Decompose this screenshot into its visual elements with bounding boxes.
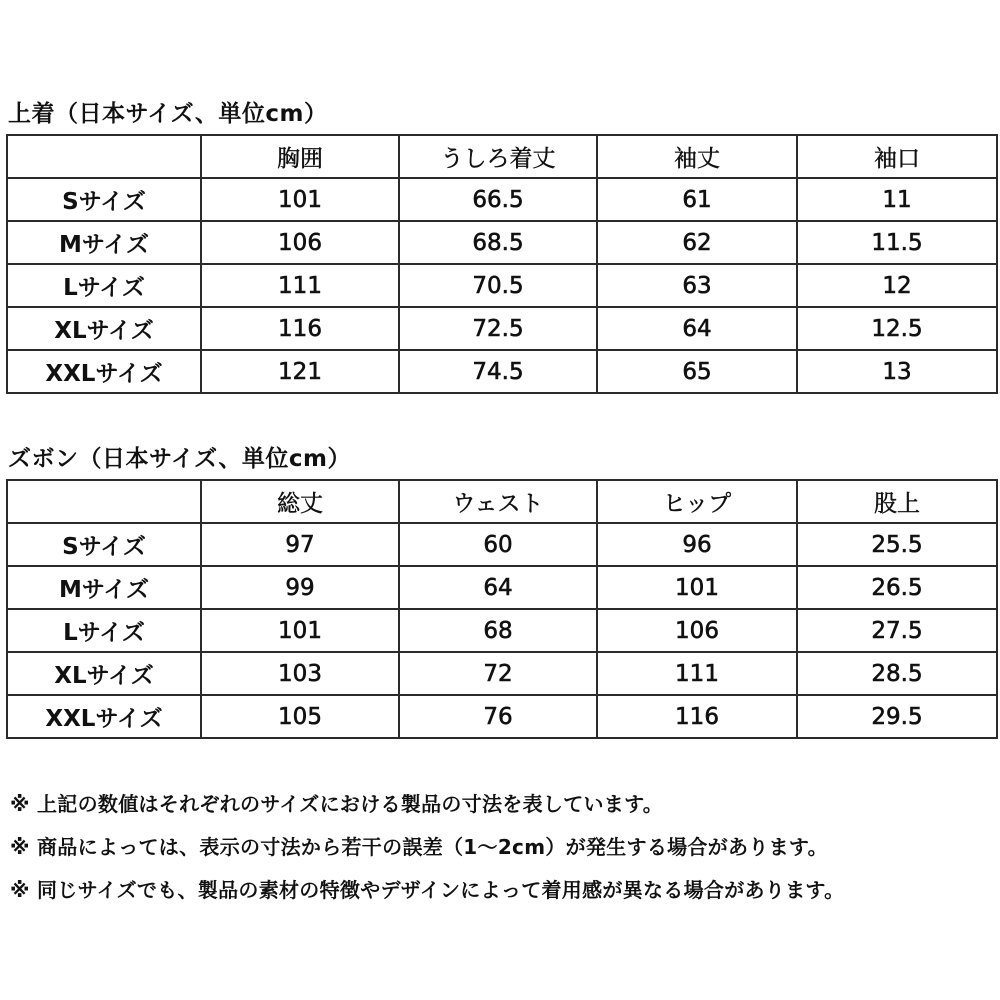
table-cell: 66.5	[399, 178, 597, 221]
column-header-back-length: うしろ着丈	[399, 135, 597, 178]
table-cell: 101	[597, 566, 797, 609]
row-label: XLサイズ	[7, 652, 201, 695]
table-cell: 96	[597, 523, 797, 566]
column-header-chest: 胸囲	[201, 135, 399, 178]
row-label: XXLサイズ	[7, 350, 201, 393]
table-cell: 68.5	[399, 221, 597, 264]
table-cell: 12	[797, 264, 997, 307]
table-cell: 101	[201, 609, 399, 652]
notes-section	[10, 783, 1000, 912]
table-cell: 27.5	[797, 609, 997, 652]
table-cell: 13	[797, 350, 997, 393]
row-label: XLサイズ	[7, 307, 201, 350]
table-cell: 61	[597, 178, 797, 221]
table-cell: 12.5	[797, 307, 997, 350]
table-cell: 111	[597, 652, 797, 695]
row-label: XXLサイズ	[7, 695, 201, 738]
table-row	[7, 652, 997, 695]
row-label: Sサイズ	[7, 178, 201, 221]
table-cell: 68	[399, 609, 597, 652]
note-line: ※ 同じサイズでも、製品の素材の特徴やデザインによって着用感が異なる場合があります。	[10, 878, 845, 902]
table-cell: 116	[597, 695, 797, 738]
table-cell: 62	[597, 221, 797, 264]
table-cell: 11.5	[797, 221, 997, 264]
table-cell: 72	[399, 652, 597, 695]
tops-section-title: 上着（日本サイズ、単位cm）	[8, 101, 328, 127]
table-cell: 76	[399, 695, 597, 738]
row-label: Lサイズ	[7, 264, 201, 307]
pants-section-title: ズボン（日本サイズ、単位cm）	[8, 446, 351, 472]
table-row	[7, 523, 997, 566]
column-header-waist: ウェスト	[399, 480, 597, 523]
table-cell: 70.5	[399, 264, 597, 307]
column-header-rise: 股上	[797, 480, 997, 523]
table-cell: 64	[399, 566, 597, 609]
row-label: Sサイズ	[7, 523, 201, 566]
column-header-hip: ヒップ	[597, 480, 797, 523]
header-corner-cell	[7, 135, 201, 178]
row-label: Mサイズ	[7, 221, 201, 264]
table-row	[7, 307, 997, 350]
table-cell: 11	[797, 178, 997, 221]
table-cell: 106	[597, 609, 797, 652]
table-cell: 60	[399, 523, 597, 566]
table-cell: 26.5	[797, 566, 997, 609]
table-cell: 121	[201, 350, 399, 393]
column-header-total-length: 総丈	[201, 480, 399, 523]
table-cell: 116	[201, 307, 399, 350]
table-row	[7, 178, 997, 221]
table-cell: 105	[201, 695, 399, 738]
table-cell: 111	[201, 264, 399, 307]
table-cell: 29.5	[797, 695, 997, 738]
pants-size-table	[6, 479, 998, 739]
table-cell: 63	[597, 264, 797, 307]
column-header-sleeve-length: 袖丈	[597, 135, 797, 178]
table-row	[7, 695, 997, 738]
table-cell: 99	[201, 566, 399, 609]
row-label: Mサイズ	[7, 566, 201, 609]
table-header-row	[7, 135, 997, 178]
table-row	[7, 221, 997, 264]
table-cell: 72.5	[399, 307, 597, 350]
note-line: ※ 上記の数値はそれぞれのサイズにおける製品の寸法を表しています。	[10, 792, 664, 816]
table-cell: 74.5	[399, 350, 597, 393]
table-row	[7, 566, 997, 609]
table-cell: 101	[201, 178, 399, 221]
tops-size-table	[6, 134, 998, 394]
table-row	[7, 609, 997, 652]
table-cell: 25.5	[797, 523, 997, 566]
table-cell: 97	[201, 523, 399, 566]
table-row	[7, 264, 997, 307]
table-cell: 65	[597, 350, 797, 393]
table-cell: 103	[201, 652, 399, 695]
table-cell: 106	[201, 221, 399, 264]
table-row	[7, 350, 997, 393]
row-label: Lサイズ	[7, 609, 201, 652]
table-cell: 64	[597, 307, 797, 350]
table-header-row	[7, 480, 997, 523]
note-line: ※ 商品によっては、表示の寸法から若干の誤差（1～2cm）が発生する場合があります。	[10, 835, 828, 859]
header-corner-cell	[7, 480, 201, 523]
table-cell: 28.5	[797, 652, 997, 695]
column-header-cuff: 袖口	[797, 135, 997, 178]
